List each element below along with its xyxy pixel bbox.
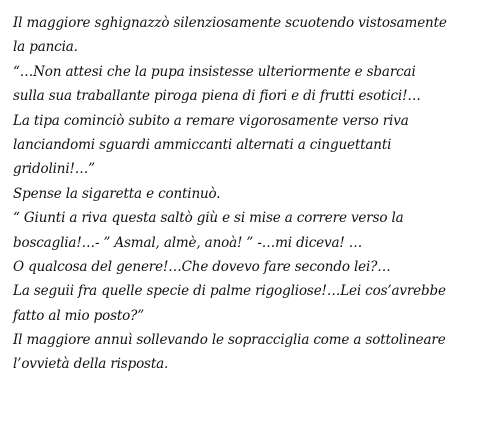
text-line: O qualcosa del genere!…Che dovevo fare secondo lei?… (13, 258, 391, 275)
text-line: sulla sua traballante piroga piena di fiori e di frutti esotici!… (13, 88, 421, 105)
text-line: “ Giunti a riva questa saltò giù e si mise a correre verso la (13, 210, 404, 227)
text-line: gridolini!…” (13, 161, 95, 178)
text-line: Spense la sigaretta e continuò. (13, 185, 221, 202)
text-line: boscaglia!…- ” Asmal, almè, anoà! ” -…mi diceva! … (13, 234, 363, 251)
text-line: l’ovvietà della risposta. (13, 356, 169, 373)
text-line: la pancia. (13, 39, 78, 56)
text-line: “…Non attesi che la pupa insistesse ulteriormente e sbarcai (13, 63, 416, 80)
text-line: lanciandomi sguardi ammiccanti alternati a cinguettanti (13, 136, 392, 153)
text-line: fatto al mio posto?” (13, 307, 144, 324)
text-line: La seguii fra quelle specie di palme rigogliose!…Lei cos’avrebbe (13, 283, 446, 300)
text-line: Il maggiore annuì sollevando le sopracciglia come a sottolineare (13, 332, 446, 349)
text-line: Il maggiore sghignazzò silenziosamente scuotendo vistosamente (13, 15, 447, 31)
story-text (13, 11, 478, 377)
text-line: La tipa cominciò subito a remare vigorosamente verso riva (13, 112, 409, 129)
